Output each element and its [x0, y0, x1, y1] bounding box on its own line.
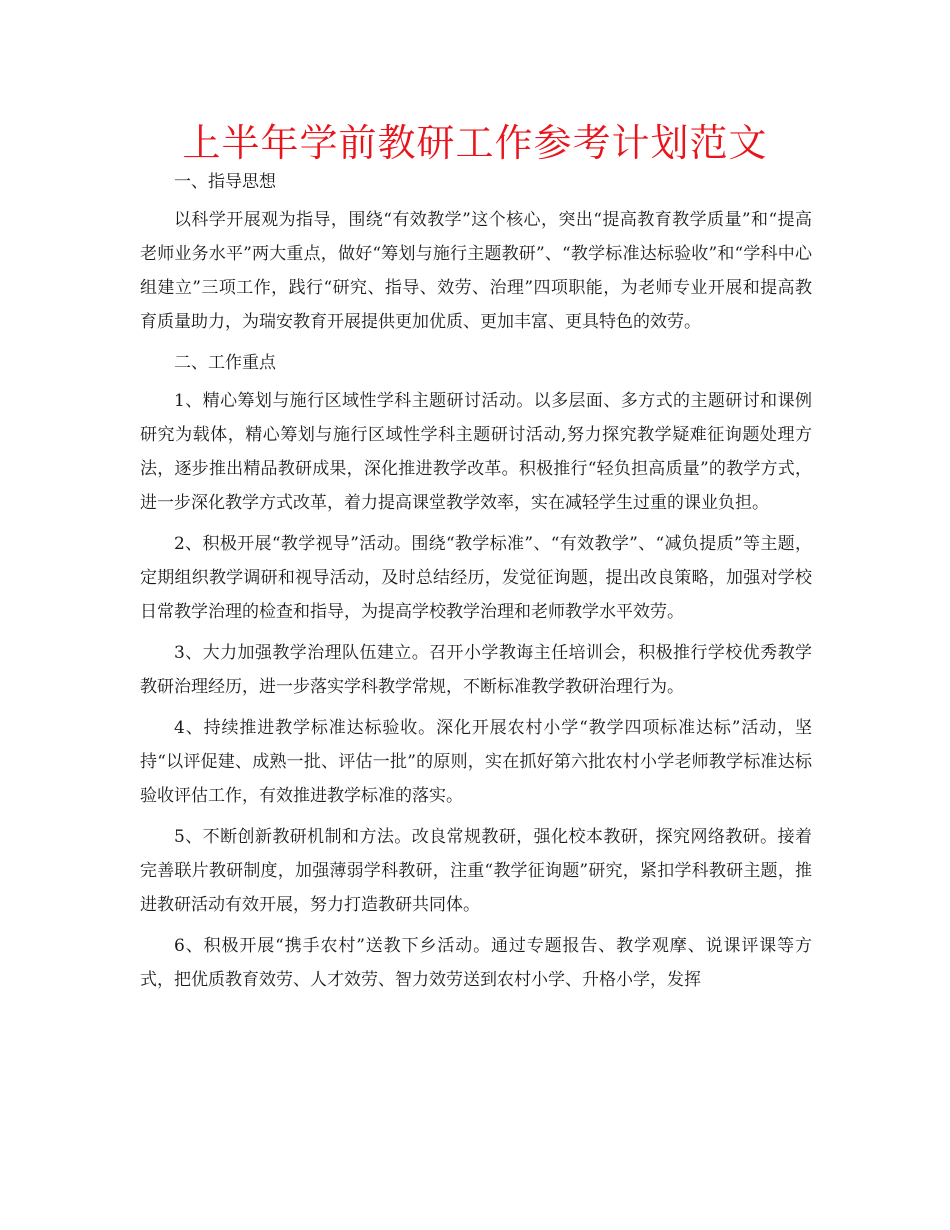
paragraph-guiding-thought: 以科学开展观为指导，围绕“有效教学”这个核心，突出“提高教育教学质量”和“提高老师业务水平”两大重点，做好“筹划与施行主题教研”、“教学标准达标验收”和“学科中心组建立”三项工作，践行“研究、指导、效劳、治理”四项职能，为老师专业开展和提高教育质量助力，为瑞安教育开展提供更加优质、更加丰富、更具特色的效劳。: [140, 210, 812, 332]
document-title: 上半年学前教研工作参考计划范文: [182, 121, 768, 165]
section-heading-work-focus: 二、工作重点: [174, 353, 276, 373]
paragraph-item-1: 1、精心筹划与施行区域性学科主题研讨活动。以多层面、多方式的主题研讨和课例研究为载体，精心筹划与施行区域性学科主题研讨活动,努力探究教学疑难征询题处理方法，逐步推出精品教研成果，深化推进教学改革。积极推行“轻负担高质量”的教学方式，进一步深化教学方式改革，着力提高课堂教学效率，实在减轻学生过重的课业负担。: [140, 391, 812, 513]
paragraph-item-3: 3、大力加强教学治理队伍建立。召开小学教诲主任培训会，积极推行学校优秀教学教研治理经历，进一步落实学科教学常规，不断标准教学教研治理行为。: [140, 643, 812, 697]
paragraph-item-6: 6、积极开展“携手农村”送教下乡活动。通过专题报告、教学观摩、说课评课等方式，把优质教育效劳、人才效劳、智力效劳送到农村小学、升格小学，发挥: [140, 936, 812, 990]
paragraph-item-5: 5、不断创新教研机制和方法。改良常规教研，强化校本教研，探究网络教研。接着完善联片教研制度，加强薄弱学科教研，注重“教学征询题”研究，紧扣学科教研主题，推进教研活动有效开展，努力打造教研共同体。: [140, 827, 812, 915]
document-body: [140, 165, 812, 1004]
section-heading-guiding-thought: 一、指导思想: [174, 172, 276, 192]
paragraph-item-4: 4、持续推进教学标准达标验收。深化开展农村小学“教学四项标准达标”活动，坚持“以评促建、成熟一批、评估一批”的原则，实在抓好第六批农村小学老师教学标准达标验收评估工作，有效推进教学标准的落实。: [140, 718, 812, 806]
paragraph-item-2: 2、积极开展“教学视导”活动。围绕“教学标准”、“有效教学”、“减负提质”等主题，定期组织教学调研和视导活动，及时总结经历，发觉征询题，提出改良策略，加强对学校日常教学治理的检查和指导，为提高学校教学治理和老师教学水平效劳。: [140, 534, 812, 622]
